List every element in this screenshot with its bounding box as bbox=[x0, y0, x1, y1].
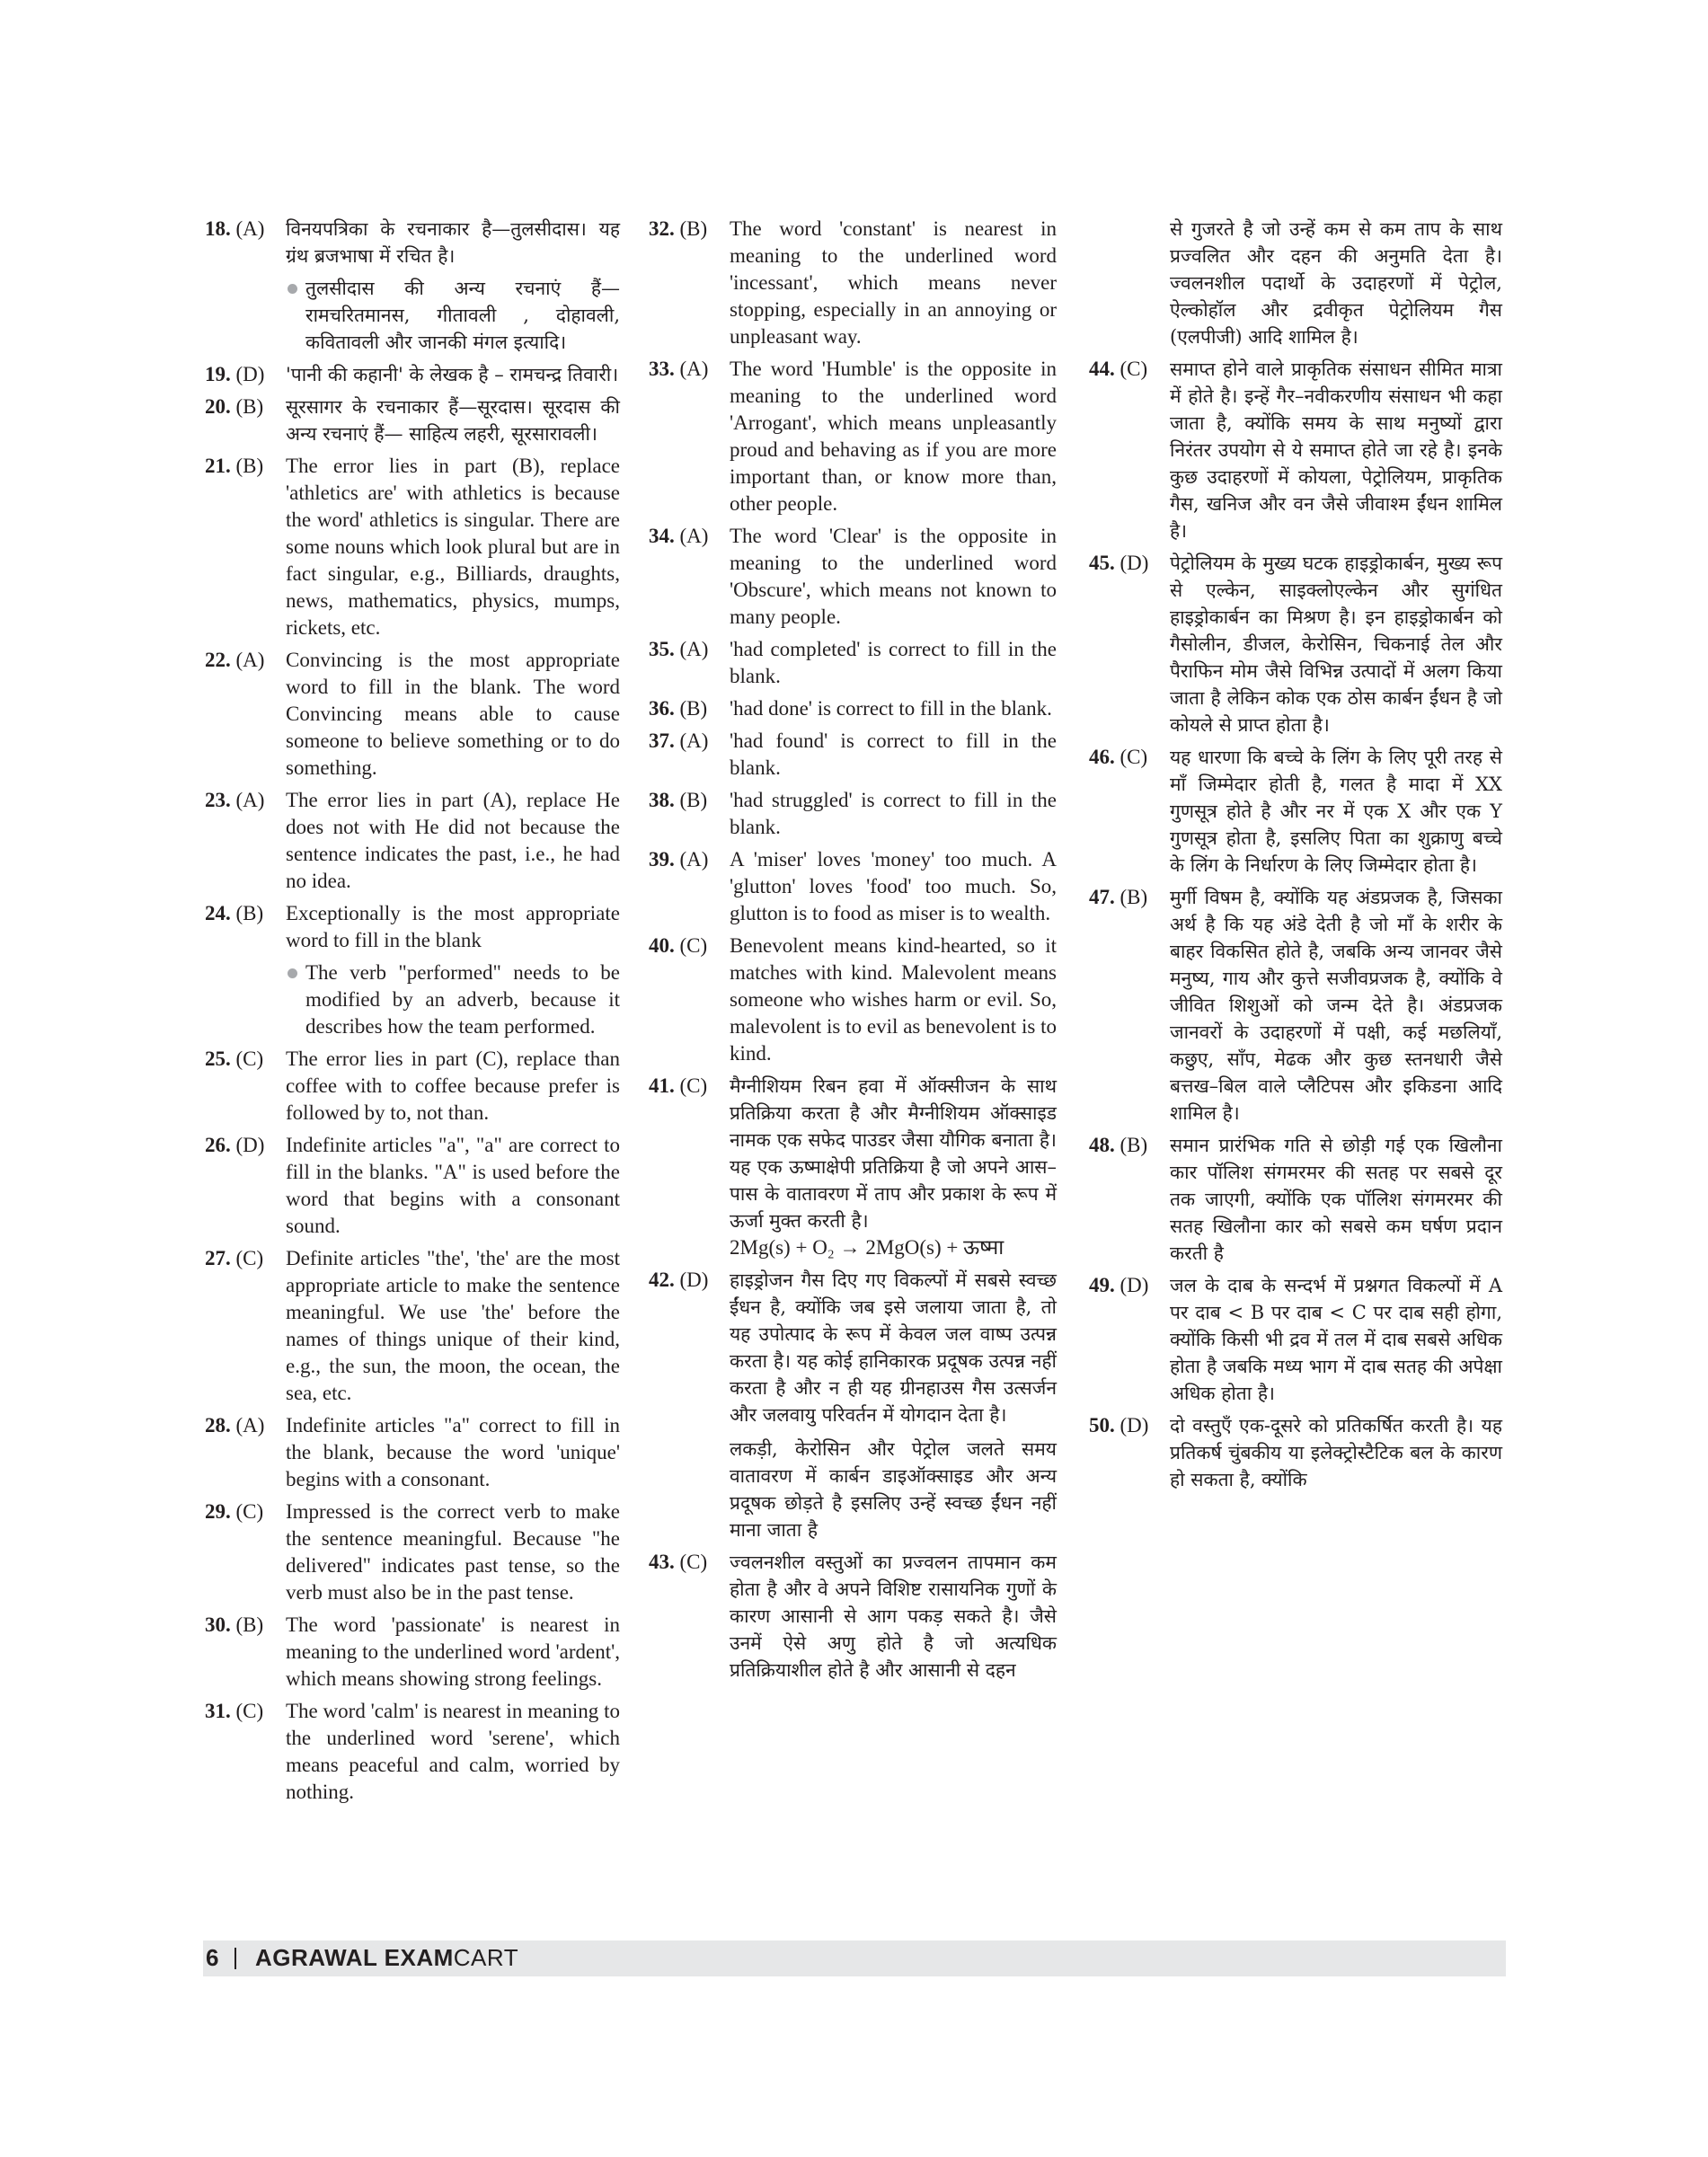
question-number: 47. bbox=[1089, 886, 1115, 908]
answer-text: The word 'Humble' is the opposite in meaning to the underlined word 'Arrogant', which means unpleasantly proud and behaving as if you are more important than, or know more than, other people. bbox=[730, 358, 1057, 515]
answer-entry bbox=[649, 728, 1057, 782]
question-number: 50. bbox=[1089, 1414, 1115, 1437]
answer-option: (A) bbox=[679, 638, 709, 660]
question-number: 21. bbox=[205, 455, 231, 477]
answer-option: (C) bbox=[1119, 746, 1148, 768]
answer-text: पेट्रोलियम के मुख्य घटक हाइड्रोकार्बन, मुख्य रूप से एल्केन, साइक्लोएल्केन और सुगंधित हाइड्रोकार्बन का मिश्रण है। इन हाइड्रोकार्बन को गैसोलीन, डीजल, केरोसिन, चिकनाई तेल और पैराफिन मोम जैसे विभिन्न उत्पादों में अलग किया जाता है लेकिन कोक एक ठोस कार्बन ईंधन है जो कोयले से प्राप्त होता है। bbox=[1170, 553, 1502, 736]
answer-entry bbox=[1089, 884, 1502, 1127]
answer-option: (D) bbox=[235, 363, 265, 385]
answer-option: (D) bbox=[1119, 552, 1149, 574]
answer-text: Benevolent means kind-hearted, so it matches with kind. Malevolent means someone who wishes harm or evil. So, malevolent is to evil as benevolent is to kind. bbox=[730, 934, 1057, 1065]
answer-entry bbox=[205, 1412, 620, 1493]
answer-option: (D) bbox=[1119, 1274, 1149, 1296]
answer-option: (B) bbox=[235, 902, 264, 924]
answer-label bbox=[1089, 744, 1147, 771]
answer-label bbox=[1089, 1412, 1148, 1439]
answer-text: विनयपत्रिका के रचनाकार है—तुलसीदास। यह ग्रंथ ब्रजभाषा में रचित है। bbox=[286, 218, 620, 267]
answer-option: (B) bbox=[1119, 886, 1148, 908]
answer-bullet: तुलसीदास की अन्य रचनाएं हैं— रामचरितमानस, गीतावली , दोहावली, कवितावली और जानकी मंगल इत्यादि। bbox=[286, 275, 620, 356]
answer-label bbox=[649, 846, 708, 873]
footer-divider bbox=[235, 1948, 236, 1969]
question-number: 19. bbox=[205, 363, 231, 385]
answer-label bbox=[205, 1412, 264, 1439]
answer-text: Exceptionally is the most appropriate word to fill in the blank bbox=[286, 902, 620, 951]
answer-label bbox=[205, 1498, 263, 1525]
answer-option: (A) bbox=[235, 217, 265, 240]
answer-entry bbox=[649, 636, 1057, 690]
answer-option: (B) bbox=[235, 395, 264, 418]
question-number: 48. bbox=[1089, 1134, 1115, 1156]
answer-text: Indefinite articles "a", "a" are correct to fill in the blanks. "A" is used before the word that begins with a consonant sound. bbox=[286, 1134, 620, 1237]
answer-label bbox=[205, 787, 264, 814]
column-middle bbox=[649, 216, 1057, 1689]
answer-option: (B) bbox=[235, 1613, 264, 1636]
question-number: 24. bbox=[205, 902, 231, 924]
answer-entry bbox=[205, 1245, 620, 1407]
answer-text: यह धारणा कि बच्चे के लिंग के लिए पूरी तरह से माँ जिम्मेदार होती है, गलत है मादा में XX गुणसूत्र होते है और नर में एक X और एक Y गुणसूत्र होता है, इसलिए पिता का शुक्राणु बच्चे के लिंग के निर्धारण के लिए जिम्मेदार होता है। bbox=[1170, 747, 1502, 876]
answer-entry bbox=[205, 1132, 620, 1240]
answer-option: (D) bbox=[1119, 1414, 1149, 1437]
answer-label bbox=[205, 361, 264, 388]
answer-option: (C) bbox=[1119, 358, 1148, 380]
answer-bullet: The verb "performed" needs to be modified by an adverb, because it describes how the team performed. bbox=[286, 959, 620, 1040]
answer-label bbox=[1089, 884, 1147, 911]
column-left bbox=[205, 216, 620, 1811]
answer-option: (D) bbox=[679, 1269, 709, 1291]
answer-text: ज्वलनशील वस्तुओं का प्रज्वलन तापमान कम होता है और वे अपने विशिष्ट रासायनिक गुणों के कारण आसानी से आग पकड़ सकते है। जैसे उनमें ऐसे अणु होते है जो अत्यधिक प्रतिक्रियाशील होते है और आसानी से दहन bbox=[730, 1551, 1057, 1681]
answer-label bbox=[205, 1698, 263, 1725]
answer-option: (C) bbox=[235, 1700, 264, 1722]
answer-option: (B) bbox=[679, 217, 708, 240]
brand-logo bbox=[255, 1944, 518, 1972]
answer-text: 'पानी की कहानी' के लेखक है – रामचन्द्र तिवारी। bbox=[286, 364, 619, 385]
answer-entry bbox=[1089, 1132, 1502, 1267]
column-right bbox=[1089, 216, 1502, 1498]
answer-entry bbox=[649, 523, 1057, 631]
question-number: 28. bbox=[205, 1414, 231, 1437]
answer-label bbox=[205, 393, 263, 420]
answer-text: The error lies in part (C), replace than coffee with to coffee because prefer is followed by to, not than. bbox=[286, 1048, 620, 1124]
question-number: 38. bbox=[649, 789, 675, 811]
answer-option: (C) bbox=[679, 1551, 708, 1573]
answer-label bbox=[205, 1132, 264, 1159]
answer-text: Indefinite articles "a" correct to fill in the blank, because the word 'unique' begins with a consonant. bbox=[286, 1414, 620, 1490]
question-number: 43. bbox=[649, 1551, 675, 1573]
answer-text: Definite articles "the', 'the' are the most appropriate article to make the sentence meaningful. We use 'the' before the names of things unique of their kind, e.g., the sun, the moon, the ocean, the sea, etc. bbox=[286, 1247, 620, 1404]
question-number: 26. bbox=[205, 1134, 231, 1156]
question-number: 25. bbox=[205, 1048, 231, 1070]
answer-text: The word 'Clear' is the opposite in meaning to the underlined word 'Obscure', which means not known to many people. bbox=[730, 525, 1057, 628]
answer-entry bbox=[205, 1498, 620, 1606]
answer-label bbox=[649, 636, 708, 663]
answer-text: दो वस्तुएँ एक-दूसरे को प्रतिकर्षित करती है। यह प्रतिकर्ष चुंबकीय या इलेक्ट्रोस्टैटिक बल के कारण हो सकता है, क्योंकि bbox=[1170, 1415, 1502, 1490]
answer-text: The error lies in part (A), replace He does not with He did not because the sentence indicates the past, i.e., he had no idea. bbox=[286, 789, 620, 892]
answer-entry bbox=[649, 1073, 1057, 1261]
answer-option: (A) bbox=[235, 1414, 265, 1437]
answer-option: (A) bbox=[679, 358, 709, 380]
question-number: 30. bbox=[205, 1613, 231, 1636]
answer-label bbox=[1089, 356, 1147, 383]
answer-entry bbox=[205, 1612, 620, 1693]
answer-label bbox=[205, 900, 263, 927]
answer-label bbox=[649, 356, 708, 383]
question-number: 20. bbox=[205, 395, 231, 418]
answer-entry bbox=[649, 695, 1057, 722]
question-number: 29. bbox=[205, 1500, 231, 1523]
answer-entry bbox=[649, 787, 1057, 841]
answer-entry bbox=[205, 1046, 620, 1127]
answer-label bbox=[205, 1612, 263, 1639]
answer-option: (A) bbox=[235, 649, 265, 671]
page-footer bbox=[203, 1940, 1506, 1976]
question-number: 49. bbox=[1089, 1274, 1115, 1296]
answer-text: मैग्नीशियम रिबन हवा में ऑक्सीजन के साथ प्रतिक्रिया करता है और मैग्नीशियम ऑक्साइड नामक एक सफेद पाउडर जैसा यौगिक बनाता है। यह एक ऊष्माक्षेपी प्रतिक्रिया है जो अपने आस–पास के वातावरण में ताप और प्रकाश के रूप में ऊर्जा मुक्त करती है। bbox=[730, 1075, 1057, 1232]
answer-label bbox=[649, 787, 707, 814]
answer-entry bbox=[1089, 1272, 1502, 1407]
question-number: 39. bbox=[649, 848, 675, 871]
brand-bold: AGRAWAL EXAM bbox=[255, 1944, 454, 1971]
answer-entry bbox=[1089, 550, 1502, 738]
page-number: 6 bbox=[206, 1944, 219, 1971]
answer-text: 'had found' is correct to fill in the blank. bbox=[730, 729, 1057, 779]
answer-extra: लकड़ी, केरोसिन और पेट्रोल जलते समय वातावरण में कार्बन डाइऑक्साइड और अन्य प्रदूषक छोड़ते है इसलिए उन्हें स्वच्छ ईंधन नहीं माना जाता है bbox=[730, 1438, 1057, 1541]
answer-label bbox=[649, 523, 708, 550]
question-number: 44. bbox=[1089, 358, 1115, 380]
answer-entry bbox=[649, 356, 1057, 517]
question-number: 36. bbox=[649, 697, 675, 720]
answer-text: The word 'constant' is nearest in meaning to the underlined word 'incessant', which means never stopping, especially in an annoying or unpleasant way. bbox=[730, 217, 1057, 348]
chemical-equation: 2Mg(s) + O₂ → 2MgO(s) + ऊष्मा bbox=[730, 1236, 1004, 1259]
answer-label bbox=[649, 1549, 707, 1576]
question-number: 41. bbox=[649, 1074, 675, 1097]
answer-text: 'had struggled' is correct to fill in the blank. bbox=[730, 789, 1057, 838]
answer-label bbox=[1089, 550, 1148, 577]
answer-option: (A) bbox=[679, 729, 709, 752]
answer-option: (B) bbox=[1119, 1134, 1148, 1156]
answer-entry bbox=[1089, 356, 1502, 544]
answer-label bbox=[649, 933, 707, 959]
answer-label bbox=[649, 1073, 707, 1100]
question-number: 37. bbox=[649, 729, 675, 752]
answer-option: (C) bbox=[679, 1074, 708, 1097]
answer-option: (A) bbox=[679, 525, 709, 547]
answer-label bbox=[649, 1267, 708, 1294]
question-number: 18. bbox=[205, 217, 231, 240]
answer-text: सूरसागर के रचनाकार हैं—सूरदास। सूरदास की अन्य रचनाएं हैं— साहित्य लहरी, सूरसारावली। bbox=[286, 396, 620, 445]
answer-entry bbox=[205, 1698, 620, 1806]
brand-light: CART bbox=[453, 1944, 519, 1971]
question-number: 40. bbox=[649, 934, 675, 957]
question-number: 22. bbox=[205, 649, 231, 671]
answer-option: (D) bbox=[235, 1134, 265, 1156]
question-number: 33. bbox=[649, 358, 675, 380]
answer-label bbox=[1089, 1272, 1148, 1299]
answer-label bbox=[205, 647, 264, 674]
answer-text: The word 'calm' is nearest in meaning to the underlined word 'serene', which means peaceful and calm, worried by nothing. bbox=[286, 1700, 620, 1803]
answer-option: (C) bbox=[235, 1247, 264, 1269]
answer-entry bbox=[205, 647, 620, 782]
answer-text: A 'miser' loves 'money' too much. A 'glutton' loves 'food' too much. So, glutton is to food as miser is to wealth. bbox=[730, 848, 1057, 924]
continued-text: से गुजरते है जो उन्हें कम से कम ताप के साथ प्रज्वलित और दहन की अनुमति देता है। ज्वलनशील पदार्थो के उदाहरणों में पेट्रोल, ऐल्कोहॉल और द्रवीकृत पेट्रोलियम गैस (एलपीजी) आदि शामिल है। bbox=[1170, 218, 1502, 348]
answer-label bbox=[649, 695, 707, 722]
answer-option: (C) bbox=[679, 934, 708, 957]
answer-option: (B) bbox=[679, 697, 708, 720]
answer-label bbox=[205, 216, 264, 243]
question-number: 32. bbox=[649, 217, 675, 240]
answer-text: The error lies in part (B), replace 'athletics are' with athletics is because the word' athletics is singular. There are some nouns which look plural but are in fact singular, e.g., Billiards, draughts, news, mathematics, physics, mumps, rickets, etc. bbox=[286, 455, 620, 639]
answer-entry bbox=[649, 1267, 1057, 1543]
question-number: 45. bbox=[1089, 552, 1115, 574]
answer-label bbox=[205, 1046, 263, 1073]
answer-entry bbox=[205, 361, 620, 388]
question-number: 34. bbox=[649, 525, 675, 547]
answer-text: 'had completed' is correct to fill in the blank. bbox=[730, 638, 1057, 687]
answer-option: (A) bbox=[235, 789, 265, 811]
answer-text: समान प्रारंभिक गति से छोड़ी गई एक खिलौना कार पॉलिश संगमरमर की सतह पर सबसे दूर तक जाएगी, क्योंकि एक पॉलिश संगमरमर की सतह खिलौना कार को सबसे कम घर्षण प्रदान करती है bbox=[1170, 1135, 1502, 1264]
answer-text: 'had done' is correct to fill in the blank. bbox=[730, 697, 1052, 720]
question-number: 23. bbox=[205, 789, 231, 811]
answer-entry bbox=[649, 1549, 1057, 1684]
answer-option: (C) bbox=[235, 1048, 264, 1070]
answer-text: हाइड्रोजन गैस दिए गए विकल्पों में सबसे स्वच्छ ईंधन है, क्योंकि जब इसे जलाया जाता है, तो यह उपोत्पाद के रूप में केवल जल वाष्प उत्पन्न करता है। यह कोई हानिकारक प्रदूषक उत्पन्न नहीं करता है और न ही यह ग्रीनहाउस गैस उत्सर्जन और जलवायु परिवर्तन में योगदान देता है। bbox=[730, 1269, 1057, 1426]
continued-answer bbox=[1089, 216, 1502, 350]
question-number: 42. bbox=[649, 1269, 675, 1291]
answer-text: Impressed is the correct verb to make the sentence meaningful. Because "he delivered" indicates past tense, so the verb must also be in the past tense. bbox=[286, 1500, 620, 1604]
answer-option: (A) bbox=[679, 848, 709, 871]
answer-option: (C) bbox=[235, 1500, 264, 1523]
answer-label bbox=[649, 216, 707, 243]
answer-label bbox=[205, 1245, 263, 1272]
answer-entry bbox=[205, 453, 620, 641]
answer-text: मुर्गी विषम है, क्योंकि यह अंडप्रजक है, जिसका अर्थ है कि यह अंडे देती है जो माँ के शरीर के बाहर विकसित होते है, जबकि अन्य जानवर जैसे मनुष्य, गाय और कुत्ते सजीवप्रजक है, क्योंकि वे जीवित शिशुओं को जन्म देते है। अंडप्रजक जानवरों के उदाहरणों में पक्षी, कई मछलियाँ, कछुए, साँप, मेढक और कुछ स्तनधारी जैसे बत्तख–बिल वाले प्लैटिपस और इकिडना आदि शामिल है। bbox=[1170, 887, 1502, 1124]
answer-entry bbox=[205, 900, 620, 1040]
answer-label bbox=[1089, 1132, 1147, 1159]
answer-text: जल के दाब के सन्दर्भ में प्रश्नगत विकल्पों में A पर दाब < B पर दाब < C पर दाब सही होगा, क्योंकि किसी भी द्रव में तल में दाब सबसे अधिक होता है जबकि मध्य भाग में दाब सतह की अपेक्षा अधिक होता है। bbox=[1170, 1275, 1502, 1404]
answer-text: Convincing is the most appropriate word to fill in the blank. The word Convincing means able to cause someone to believe something or to do something. bbox=[286, 649, 620, 779]
answer-entry bbox=[1089, 744, 1502, 879]
answer-entry bbox=[649, 933, 1057, 1067]
answer-entry bbox=[1089, 1412, 1502, 1493]
answer-text: समाप्त होने वाले प्राकृतिक संसाधन सीमित मात्रा में होते है। इन्हें गैर–नवीकरणीय संसाधन भी कहा जाता है, क्योंकि समय के साथ मनुष्यों द्वारा निरंतर उपयोग से ये समाप्त होते जा रहे है। इनके कुछ उदाहरणों में कोयला, पेट्रोलियम, प्राकृतिक गैस, खनिज और वन जैसे जीवाश्म ईंधन शामिल है। bbox=[1170, 358, 1502, 542]
question-number: 31. bbox=[205, 1700, 231, 1722]
answer-entry bbox=[205, 393, 620, 447]
answer-entry bbox=[649, 846, 1057, 927]
answer-entry bbox=[205, 787, 620, 895]
answer-entry bbox=[649, 216, 1057, 350]
answer-option: (B) bbox=[235, 455, 264, 477]
question-number: 35. bbox=[649, 638, 675, 660]
answer-entry bbox=[205, 216, 620, 356]
question-number: 27. bbox=[205, 1247, 231, 1269]
answer-text: The word 'passionate' is nearest in meaning to the underlined word 'ardent', which means showing strong feelings. bbox=[286, 1613, 620, 1690]
question-number: 46. bbox=[1089, 746, 1115, 768]
answer-label bbox=[649, 728, 708, 755]
answer-label bbox=[205, 453, 263, 480]
answer-option: (B) bbox=[679, 789, 708, 811]
